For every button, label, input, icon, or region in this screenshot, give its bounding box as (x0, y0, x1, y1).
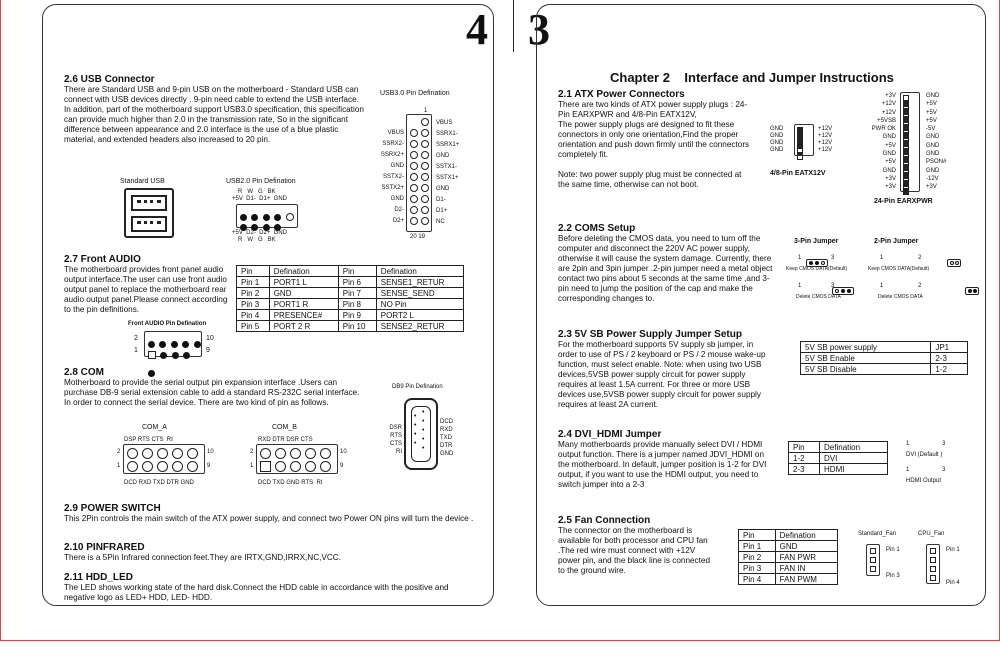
pin-label: +3V (926, 184, 937, 191)
table-header-row (739, 530, 838, 541)
table-cell: Pin 1 (739, 541, 776, 552)
earx-left-labels (858, 92, 896, 192)
table-cell: Pin 8 (338, 299, 376, 310)
usb2-label: USB2.0 Pin Defination (226, 178, 296, 185)
com-b-n2: 2 (250, 449, 254, 455)
fan-text: The connector on the motherboard is available for both processor and CPU fan .The red wire must connect with +12V power pin, and the black line is connected to the ground wire. (558, 526, 711, 575)
table-row (801, 342, 968, 353)
pin-label: +12V (818, 126, 833, 132)
pin-label: +5VSB (877, 117, 896, 124)
cmos2-n1-top: 1 (880, 255, 884, 261)
table-row (237, 321, 464, 332)
table-row (739, 574, 838, 585)
cpu-fan-pin1: Pin 1 (946, 547, 960, 553)
dvi-n3: 3 (942, 441, 946, 447)
table-cell: Pin 5 (237, 321, 270, 332)
table-cell: Pin 4 (237, 310, 270, 321)
usb3-label: USB3.0 Pin Defination (380, 90, 450, 97)
table-row (739, 541, 838, 552)
table-cell: 2-3 (789, 464, 820, 475)
table-cell: FAN PWM (775, 574, 837, 585)
table-row (237, 277, 464, 288)
table-header: Defination (775, 530, 837, 541)
table-cell: 1-2 (789, 453, 820, 464)
audio-text: The motherboard provides front panel audio output interface.The user can use front audio output panel to replace the motherboard rear audio output panel.Please connect according to the pin definitions. (64, 265, 228, 314)
pin-row (410, 151, 432, 162)
pin-label: GND (436, 186, 450, 192)
eatx-label: 4/8-Pin EATX12V (770, 170, 826, 177)
standard-fan-pin1: Pin 1 (886, 547, 900, 553)
table-cell: JP1 (931, 342, 968, 353)
pin-label: VBUS (387, 130, 404, 136)
usb3-num-bottom: 20 19 (410, 234, 426, 240)
usb2-top-letters: R W G BK (238, 189, 276, 195)
pin-label: +12V (818, 147, 833, 153)
com-b-n9: 9 (340, 463, 344, 469)
pin-label: +3V (885, 93, 896, 99)
sb-text: For the motherboard supports 5V supply sb jumper, in order to use of PS / 2 keyboard or PS / 2 mouse wake-up function, must select enable. Note: when using two USB devices,5VSB power supply circuit for power supply requires at least 1.5A current. For three or more USB devices use,5VSB power supply circuit for power supply requires at least 2A current. (558, 340, 766, 409)
audio-pin-table (236, 265, 464, 332)
audio-num-9: 9 (206, 347, 210, 354)
atx-note: Note: two power supply plug must be connected at the same time, otherwise can not boot. (558, 170, 742, 189)
page-divider (513, 0, 514, 52)
pin-label: GND (882, 134, 896, 141)
audio-num-2: 2 (134, 335, 138, 342)
pin-label: GND (770, 140, 784, 146)
pin-label: +3V (885, 175, 896, 182)
pin-label: +12V (818, 133, 833, 139)
pin-label: -12V (926, 175, 939, 182)
pin-label: VBUS (436, 120, 453, 126)
hdd-led-text: The LED shows working state of the hard disk.Connect the HDD cable in accordance with the positive and negative logo as LED+ HDD, LED- HDD. (64, 583, 449, 602)
cpu-fan-pin4: Pin 4 (946, 580, 960, 586)
com-text: Motherboard to provide the serial output pin expansion interface .Users can purchase DB-9 serial extension cable to add a standard RS-232C serial interface. In order to connect the serial device. There are two kind of pin as follows. (64, 378, 360, 407)
table-row (237, 299, 464, 310)
delete-cmos-3pin: Delete CMOS DATA (796, 294, 841, 300)
db9-left-labels (380, 424, 402, 456)
pin-label: -5V (926, 126, 936, 133)
cmos-text: Before deleting the CMOS data, you need to turn off the computer and disconnect the 220V AC power supply, otherwise it will cause the system damage. Currently, there are 2pin and 3pin jumper .2-pin jumper need a metal object contact two pins about 5 seconds at the same time ,and 3-pin need to jump the position of the cap and make the corresponding changes to. (558, 234, 773, 303)
table-cell: PORT1 R (269, 299, 338, 310)
table-cell: 2-3 (931, 353, 968, 364)
standard-usb-label: Standard USB (120, 178, 165, 185)
table-row (801, 364, 968, 375)
chapter-title: Chapter 2 Interface and Jumper Instructions (610, 70, 894, 85)
sb-table (800, 341, 968, 375)
eatx-connector (794, 124, 814, 156)
audio-diagram-label: Front AUDIO Pin Defination (128, 321, 207, 327)
pin-label: SSRX2+ (380, 152, 404, 158)
table-cell: GND (775, 541, 837, 552)
table-cell: Pin 2 (237, 288, 270, 299)
com-a-top-labels: DSP RTS CTS RI (124, 437, 173, 443)
table-cell: 1-2 (931, 364, 968, 375)
pin-label: SSRX1+ (436, 142, 460, 148)
table-cell: PRESENCE# (269, 310, 338, 321)
table-cell: PORT2 L (376, 310, 463, 321)
table-cell: NO Pin (376, 299, 463, 310)
pin-label: SSTX2+ (381, 185, 404, 191)
usb3-left-labels (370, 128, 404, 227)
pin-label: D2+ (392, 218, 404, 224)
two-pin-label: 2-Pin Jumper (874, 238, 919, 245)
hdmi-n1: 1 (906, 467, 910, 473)
pin-label: +12V (818, 140, 833, 146)
table-cell: PORT 2 R (269, 321, 338, 332)
table-row (789, 464, 888, 475)
pin-label: PWR OK (871, 126, 896, 133)
keep-cmos-2pin: Keep CMOS DATA(Default) (868, 266, 930, 272)
pin-label: GND (770, 147, 784, 153)
pin-label: GND (926, 151, 940, 158)
cpu-fan-label: CPU_Fan (918, 531, 945, 537)
pin-label: CTS (390, 441, 402, 447)
table-cell: SENSE1_RETUR (376, 277, 463, 288)
table-cell: Pin 10 (338, 321, 376, 332)
pin-row (410, 140, 432, 151)
standard-fan-connector (866, 544, 880, 576)
dvi-n1: 1 (906, 441, 910, 447)
cmos3-n1-top: 1 (798, 255, 802, 261)
power-switch-title: 2.9 POWER SWITCH (64, 503, 161, 514)
audio-num-10: 10 (206, 335, 214, 342)
page-number-right: 3 (528, 5, 550, 54)
pin-label: GND (770, 126, 784, 132)
table-cell: Pin 3 (237, 299, 270, 310)
pin-label: GND (882, 167, 896, 174)
delete-cmos-2pin: Delete CMOS DATA (878, 294, 923, 300)
pin-row (410, 206, 432, 217)
sb-title: 2.3 5V SB Power Supply Jumper Setup (558, 329, 742, 340)
com-a-n1: 1 (117, 463, 121, 469)
pin-label: +3V (885, 184, 896, 191)
cmos3-n3-top: 3 (831, 255, 835, 261)
pin-label: TXD (440, 435, 452, 441)
pin-label: RTS (390, 433, 402, 439)
dvi-table (788, 441, 888, 475)
cpu-fan-connector (926, 544, 940, 584)
pin-label: SSRX2- (382, 141, 404, 147)
pin-label: +12V (881, 101, 896, 108)
table-header: Pin (338, 266, 376, 277)
pin-label: +12V (881, 109, 896, 116)
table-header: Pin (237, 266, 270, 277)
table-header: Pin (789, 442, 820, 453)
usb-title: 2.6 USB Connector (64, 74, 155, 85)
table-header: Defination (269, 266, 338, 277)
cmos2-n2-top: 2 (918, 255, 922, 261)
audio-header (144, 331, 202, 357)
table-cell: Pin 3 (739, 563, 776, 574)
table-cell: Pin 9 (338, 310, 376, 321)
earx-right-labels (926, 92, 946, 192)
atx-text: There are two kinds of ATX power supply plugs : 24-Pin EARXPWR and 4/8-Pin EATX12V, The power supply plugs are designed to fit these connectors in only one orientation,Find the proper orientation and push down firmly until the connectors completely fit. (558, 100, 750, 159)
table-cell: Pin 6 (338, 277, 376, 288)
pin-label: +5V (926, 101, 937, 108)
table-cell: DVI (820, 453, 888, 464)
table-row (237, 288, 464, 299)
pin-label: RXD (440, 427, 453, 433)
table-cell: 5V SB Disable (801, 364, 931, 375)
pin-row (410, 118, 432, 129)
eatx-right-labels (818, 126, 832, 154)
hdmi-n3: 3 (942, 467, 946, 473)
pin-row (410, 217, 432, 228)
table-cell: Pin 4 (739, 574, 776, 585)
pin-label: +5V (885, 142, 896, 149)
table-header: Pin (739, 530, 776, 541)
usb2-top-pins: +5V D1- D1+ GND (232, 196, 288, 202)
com-b-header (256, 444, 338, 474)
table-cell: 5V SB power supply (801, 342, 931, 353)
pin-label: GND (926, 142, 940, 149)
pin-row (410, 184, 432, 195)
usb3-pins (410, 118, 432, 228)
pin-row (410, 129, 432, 140)
dvi-title: 2.4 DVI_HDMI Jumper (558, 429, 662, 440)
table-cell: Pin 1 (237, 277, 270, 288)
pin-label: +5V (926, 109, 937, 116)
eatx-left-labels (770, 126, 783, 154)
pin-label: GND (926, 134, 940, 141)
table-header: Defination (376, 266, 463, 277)
usb3-right-labels (436, 118, 459, 228)
dvi-label: DVI (Default ) (906, 452, 943, 458)
pin-label: D1- (436, 197, 446, 203)
table-cell: SENSE_SEND (376, 288, 463, 299)
com-b-n1: 1 (250, 463, 254, 469)
pinfrared-title: 2.10 PINFRARED (64, 542, 145, 553)
two-pin-jumper-keep (947, 259, 961, 267)
atx-title: 2.1 ATX Power Connectors (558, 89, 685, 100)
pin-label: GND (390, 163, 404, 169)
pin-label: DSR (389, 425, 402, 431)
power-switch-text: This 2Pin controls the main switch of the ATX power supply, and connect two Power ON pins will turn the device . (64, 514, 474, 523)
pin-row (410, 173, 432, 184)
table-header-row (789, 442, 888, 453)
hdmi-label: HDMI Output (906, 478, 942, 484)
com-a-header (123, 444, 205, 474)
pin-label: +5V (926, 117, 937, 124)
table-row (237, 310, 464, 321)
com-b-top-labels: RXD DTR DSR CTS (258, 437, 313, 443)
pin-label: DCD (440, 419, 453, 425)
pin-label: DTR (440, 443, 453, 449)
usb2-bottom-pins: +5V D2- D2+ GND (232, 230, 288, 236)
com-a-n10: 10 (207, 449, 214, 455)
pin-label: SSTX1- (436, 164, 458, 170)
table-header-row (237, 266, 464, 277)
cmos3-n1-bottom: 1 (798, 283, 802, 289)
com-a-n9: 9 (207, 463, 211, 469)
com-b-n10: 10 (340, 449, 347, 455)
standard-fan-label: Standard_Fan (858, 531, 897, 537)
com-b-label: COM_B (272, 424, 297, 431)
audio-num-1: 1 (134, 347, 138, 354)
standard-usb-port (124, 188, 174, 238)
pin-label: SSRX1- (436, 131, 458, 137)
table-cell: FAN IN (775, 563, 837, 574)
db9-connector: • • • • • • • • • (404, 398, 438, 470)
com-title: 2.8 COM (64, 367, 105, 378)
audio-title: 2.7 Front AUDIO (64, 254, 141, 265)
pin-label: NC (436, 219, 445, 225)
table-cell: 5V SB Enable (801, 353, 931, 364)
keep-cmos-3pin: Keep CMOS DATA(Default) (786, 266, 848, 272)
cmos2-n2-bottom: 2 (918, 283, 922, 289)
com-a-bottom-labels: DCD RXD TXD DTR GND (124, 480, 194, 486)
table-cell: Pin 2 (739, 552, 776, 563)
cmos-title: 2.2 COMS Setup (558, 223, 636, 234)
pin-label: D2- (394, 207, 404, 213)
db9-right-labels (440, 418, 453, 458)
table-cell: HDMI (820, 464, 888, 475)
fan-table (738, 529, 838, 585)
table-cell: FAN PWR (775, 552, 837, 563)
com-a-n2: 2 (117, 449, 121, 455)
page-number-left: 4 (466, 5, 488, 54)
com-b-bottom-labels: DCD TXD GND RTS RI (258, 480, 323, 486)
usb-text: There are Standard USB and 9-pin USB on the motherboard - Standard USB can connect with USB devices directly . 9-pin need cable to extend the USB interface. In addition, part of the motherboard support USB3.0 specification, this specification can provide much higher than 2.0 in the transmission rate, So in the significant difference between appearance and 2.0 interface is the use of a blue plastic material, and extended headers also increased to 20 pin. (64, 85, 364, 144)
cmos3-n3-bottom: 3 (831, 283, 835, 289)
cmos2-n1-bottom: 1 (880, 283, 884, 289)
pin-label: SSTX1+ (436, 175, 459, 181)
pin-label: GND (390, 196, 404, 202)
three-pin-label: 3-Pin Jumper (794, 238, 839, 245)
table-row (789, 453, 888, 464)
table-row (739, 563, 838, 574)
table-cell: SENSE2_RETUR (376, 321, 463, 332)
usb2-bottom-letters: R W G BK (238, 237, 276, 243)
pin-label: GND (436, 153, 450, 159)
table-cell: PORT1 L (269, 277, 338, 288)
pin-label: +5V (885, 159, 896, 166)
pin-label: PSON# (926, 159, 947, 166)
pin-label: GND (882, 151, 896, 158)
pin-row (410, 162, 432, 173)
earx-label: 24-Pin EARXPWR (874, 198, 933, 205)
table-cell: GND (269, 288, 338, 299)
pin-label: GND (770, 133, 784, 139)
pin-label: GND (926, 93, 940, 99)
two-pin-jumper-delete (965, 287, 979, 295)
standard-fan-pin3: Pin 3 (886, 573, 900, 579)
pin-label: D1+ (436, 208, 448, 214)
com-a-label: COM_A (142, 424, 167, 431)
pinfrared-text: There is a 5Pin Infrared connection feet.They are IRTX,GND,IRRX,NC,VCC. (64, 553, 341, 562)
pin-label: SSTX2- (382, 174, 404, 180)
table-row (739, 552, 838, 563)
pin-row (903, 183, 919, 195)
table-row (801, 353, 968, 364)
usb3-num-top: 1 (424, 108, 428, 114)
dvi-text: Many motherboards provide manually select DVI / HDMI output function. There is a jumper named JDVI_HDMI on the motherboard. In default, jumper position is 1-2 for DVI output, if you want to use the HDMI output, you need to switch jumper into a 2-3 (558, 440, 767, 489)
pin-label: GND (926, 167, 940, 174)
earx-connector (900, 92, 920, 192)
pin-row (410, 195, 432, 206)
pin-label: RI (396, 449, 402, 455)
table-header: Defination (820, 442, 888, 453)
usb2-header (236, 204, 298, 228)
pin-label: GND (440, 451, 454, 457)
hdd-led-title: 2.11 HDD_LED (64, 572, 133, 583)
db9-label: DB9 Pin Defination (392, 384, 443, 390)
fan-title: 2.5 Fan Connection (558, 515, 651, 526)
table-cell: Pin 7 (338, 288, 376, 299)
